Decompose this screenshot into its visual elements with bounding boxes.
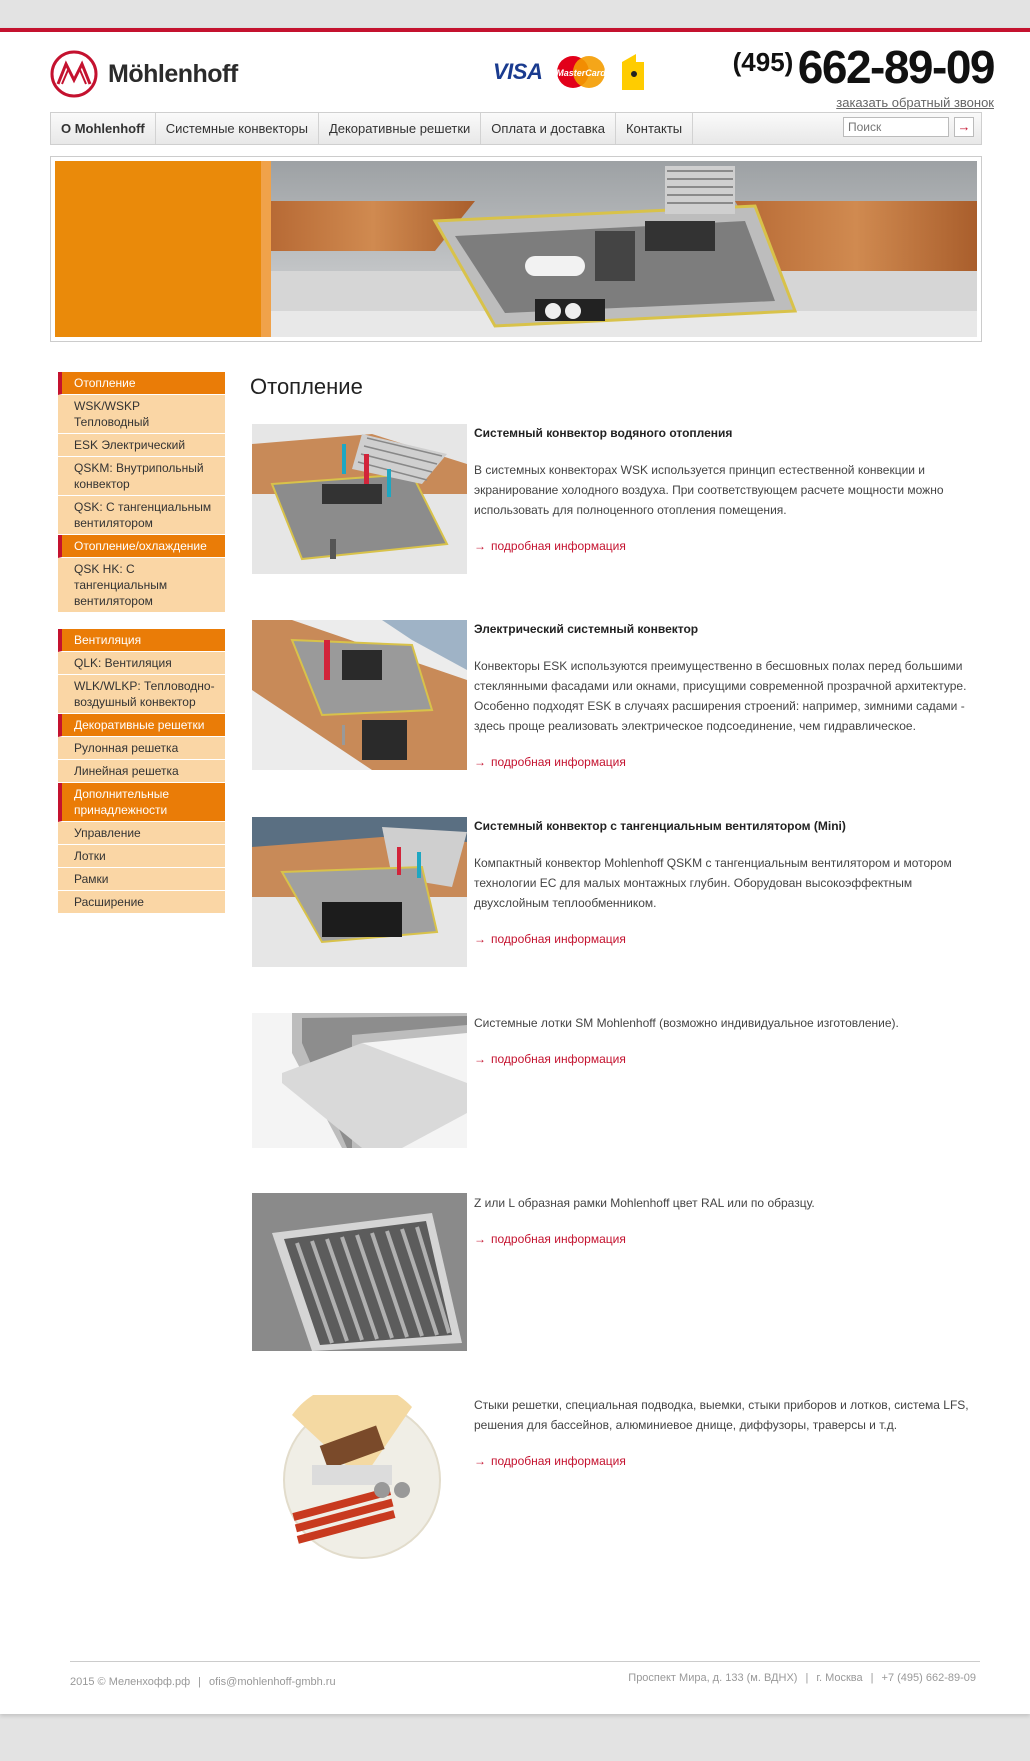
sidebar-category-grilles[interactable]: Декоративные решетки [58, 714, 225, 737]
mastercard-logo-icon [554, 54, 608, 90]
sidebar-item-wsk[interactable]: WSK/WSKP Тепловодный [58, 395, 225, 434]
yandex-money-logo-icon [618, 52, 648, 92]
details-link[interactable]: → подробная информация [474, 1454, 626, 1468]
product-description: Системные лотки SM Mohlenhoff (возможно индивидуальное изготовление). [474, 1016, 899, 1030]
footer-phone: +7 (495) 662-89-09 [881, 1672, 976, 1684]
product-title[interactable]: Системный конвектор с тангенциальным вентилятором (Mini) [474, 819, 846, 833]
product-image[interactable] [252, 1193, 467, 1351]
product-image[interactable] [252, 1395, 467, 1560]
hero-banner [50, 156, 982, 342]
product-image[interactable] [252, 817, 467, 967]
product-text [474, 817, 974, 948]
svg-text:MasterCard: MasterCard [556, 68, 607, 78]
sidebar-item-frames[interactable]: Рамки [58, 868, 225, 891]
page-container [0, 28, 1030, 1714]
product-image[interactable] [252, 1013, 467, 1148]
sidebar-item-qsk[interactable]: QSK: С тангенциальным вентилятором [58, 496, 225, 535]
sidebar-item-qlk[interactable]: QLK: Вентиляция [58, 652, 225, 675]
sidebar-gap [58, 613, 225, 629]
arrow-right-icon: → [474, 1052, 486, 1066]
product-text [474, 1193, 974, 1248]
product-description: Стыки решетки, специальная подводка, выемки, стыки приборов и лотков, система LFS, решения для бассейнов, алюминиевое днище, диффузоры, траверсы и т.д. [474, 1398, 969, 1432]
arrow-right-icon: → [474, 755, 486, 769]
sidebar-item-qsk-hk[interactable]: QSK HK: С тангенциальным вентилятором [58, 558, 225, 613]
footer-email-link[interactable]: ofis@mohlenhoff-gmbh.ru [209, 1676, 336, 1688]
footer-left: 2015 © Меленхофф.рф | ofis@mohlenhoff-gmbh.ru [70, 1676, 336, 1688]
sidebar-category-ventilation[interactable]: Вентиляция [58, 629, 225, 652]
arrow-right-icon: → [474, 1454, 486, 1468]
nav-item-payment[interactable]: Оплата и доставка [481, 113, 616, 144]
product-description: Конвекторы ESK используются преимущественно в бесшовных полах перед большими стеклянными фасадами или окнами, присущими современной прозрачной архитектуре. Особенно подходят ESK в случаях расширения строений: например, зимними садами - здесь проще реализовать электрическое подсоединение, чем гидравлическое. [474, 659, 967, 733]
sidebar-item-trays[interactable]: Лотки [58, 845, 225, 868]
product-title[interactable]: Системный конвектор водяного отопления [474, 426, 733, 440]
footer-right: Проспект Мира, д. 133 (м. ВДНХ) | г. Москва | +7 (495) 662-89-09 [628, 1672, 976, 1684]
product-text [474, 620, 974, 771]
details-link[interactable]: → подробная информация [474, 1052, 626, 1066]
nav-item-contacts[interactable]: Контакты [616, 113, 693, 144]
search-button[interactable]: → [954, 117, 974, 137]
mohlenhoff-logo-icon [50, 50, 98, 98]
product-title[interactable]: Электрический системный конвектор [474, 622, 699, 636]
page-title: Отопление [250, 374, 363, 399]
product-text [474, 424, 974, 555]
footer [70, 1661, 980, 1688]
details-link[interactable]: → подробная информация [474, 1232, 626, 1246]
visa-logo-icon: VISA [493, 59, 543, 84]
search-input[interactable] [843, 117, 949, 137]
nav-item-grilles[interactable]: Декоративные решетки [319, 113, 481, 144]
product-text [474, 1395, 974, 1470]
payment-methods [493, 52, 648, 92]
details-link[interactable]: → подробная информация [474, 755, 626, 769]
sidebar-category-accessories[interactable]: Дополнительные принадлежности [58, 783, 225, 822]
product-description: В системных конвекторах WSK используется принцип естественной конвекции и экранирование холодного воздуха. При соответствующем расчете мощности можно использовать для полноценного отопления помещения. [474, 463, 944, 517]
arrow-right-icon: → [474, 1232, 486, 1246]
details-link[interactable]: → подробная информация [474, 932, 626, 946]
sidebar [58, 372, 225, 914]
product-image[interactable] [252, 620, 467, 770]
sidebar-item-linear-grille[interactable]: Линейная решетка [58, 760, 225, 783]
product-image[interactable] [252, 424, 467, 574]
logo[interactable] [50, 50, 238, 98]
main-content [250, 374, 980, 420]
product-description: Компактный конвектор Mohlenhoff QSKM с тангенциальным вентилятором и мотором технологии EC для малых монтажных глубин. Оборудован высокоэффектным двухслойным теплообменником. [474, 856, 952, 910]
phone-block [733, 40, 994, 112]
callback-link[interactable]: заказать обратный звонок [836, 95, 994, 110]
copyright: 2015 © Меленхофф.рф [70, 1676, 191, 1688]
details-link[interactable]: → подробная информация [474, 539, 626, 553]
sidebar-item-wlk[interactable]: WLK/WLKP: Тепловодно-воздушный конвектор [58, 675, 225, 714]
convector-banner-image [55, 161, 977, 337]
nav-item-about[interactable]: О Mohlenhoff [51, 113, 156, 144]
phone-number: (495) 662-89-09 [732, 41, 994, 93]
sidebar-item-roll-grille[interactable]: Рулонная решетка [58, 737, 225, 760]
arrow-right-icon: → [474, 539, 486, 553]
sidebar-category-heating[interactable]: Отопление [58, 372, 225, 395]
sidebar-item-esk[interactable]: ESK Электрический [58, 434, 225, 457]
product-description: Z или L образная рамки Mohlenhoff цвет RAL или по образцу. [474, 1196, 815, 1210]
sidebar-item-extension[interactable]: Расширение [58, 891, 225, 914]
product-text [474, 1013, 974, 1068]
nav-item-convectors[interactable]: Системные конвекторы [156, 113, 319, 144]
sidebar-item-control[interactable]: Управление [58, 822, 225, 845]
brand-name: Möhlenhoff [108, 59, 238, 88]
footer-address: Проспект Мира, д. 133 (м. ВДНХ) [628, 1672, 798, 1684]
arrow-right-icon: → [474, 932, 486, 946]
footer-city: г. Москва [816, 1672, 863, 1684]
sidebar-item-qskm[interactable]: QSKM: Внутрипольный конвектор [58, 457, 225, 496]
sidebar-category-heating-cooling[interactable]: Отопление/охлаждение [58, 535, 225, 558]
